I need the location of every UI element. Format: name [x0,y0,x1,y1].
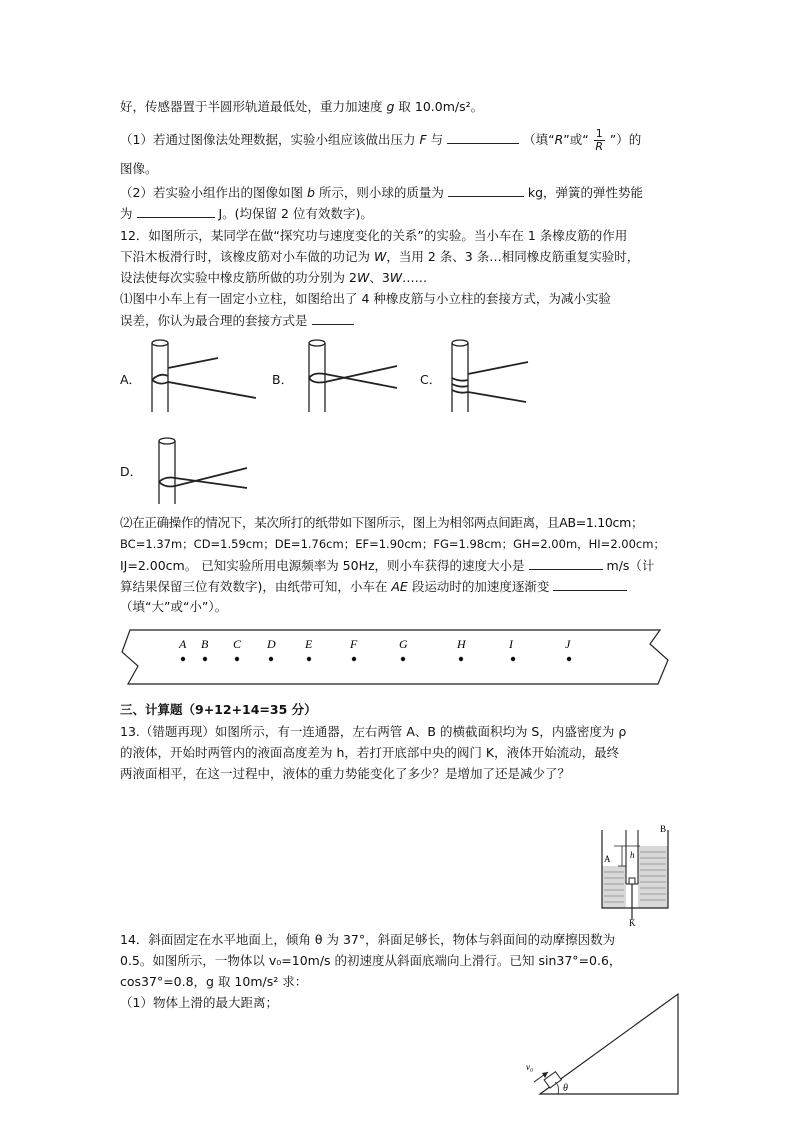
tape-point-a [181,657,185,661]
q14-line1: 14．斜面固定在水平地面上，倾角 θ 为 37°，斜面足够长，物体与斜面间的动摩擦因数为 [120,932,616,947]
option-c-figure [448,338,538,414]
answer-blank-q11-energy[interactable] [137,204,215,218]
q14-line3: cos37°=0.8，g 取 10m/s² 求： [120,974,308,989]
option-b-figure [305,338,405,414]
q12-p2-line5: （填“大”或“小”）。 [120,599,228,614]
fig-theta-label: θ [563,1083,568,1094]
paper-tape-figure [120,626,680,688]
option-a-label: A． [120,372,142,387]
tape-point-h [459,657,463,661]
q12-p2-line4: 算结果保留三位有效数字)，由纸带可知，小车在 AE 段运动时的加速度逐渐变 [120,577,627,596]
connected-vessel-figure [596,822,686,926]
one-over-r-fraction: $\frac{1}{R}$ [595,127,604,153]
option-a-band [148,338,258,414]
incline-figure [522,990,682,1100]
q11-part2-line2: 为 J。(均保留 2 位有效数字)。 [120,206,373,221]
option-d-figure [155,436,255,506]
tape-point-i [511,657,515,661]
answer-blank-q11-mass[interactable] [448,183,524,197]
tape-point-f [352,657,356,661]
tape-label-g: G [399,637,408,651]
tape-label-b: B [201,637,209,651]
g-symbol: g [386,99,395,114]
option-c-label: C． [420,372,442,387]
fig-k-label: K [629,918,636,928]
tape-label-a: A [179,637,187,651]
q12-p2-line1: ⑵在正确操作的情况下，某次所打的纸带如下图所示，图上为相邻两点间距离，且AB=1.10cm； [120,515,644,530]
fig-b-label: B [660,824,667,834]
q11-part1-line: （1）若通过图像法处理数据，实验小组应该做出压力 F 与 （填“R”或“ $\frac{1}{R}$ ”）的 [120,127,642,153]
tape-point-d [269,657,273,661]
q11-part1-line2: 图像。 [120,161,158,176]
q12-line5: 误差，你认为最合理的套接方式是 [120,311,354,330]
q11-part2-line: （2）若实验小组作出的图像如图 b 所示，则小球的质量为 kg，弹簧的弹性势能 [120,185,644,200]
q14-line4: （1）物体上滑的最大距离； [120,995,278,1010]
answer-blank-q12-speed[interactable] [529,556,603,570]
q13-line3: 两液面相平，在这一过程中，液体的重力势能变化了多少？是增加了还是减少了？ [120,766,571,781]
answer-blank-q11-1[interactable] [447,130,519,144]
tape-label-j: J [565,637,571,651]
option-b-label: B． [272,372,294,387]
section3-title: 三、计算题（9+12+14=35 分） [120,702,317,717]
q14-line2: 0.5。如图所示，一物体以 v₀=10m/s 的初速度从斜面底端向上滑行。已知 sin37°=0.6， [120,953,622,968]
fig-h-label: h [630,850,635,860]
tape-point-b [203,657,207,661]
q12-p2-line3: IJ=2.00cm。 已知实验所用电源频率为 50Hz，则小车获得的速度大小是 m/s（计 [120,558,655,573]
option-d-label: D． [120,464,143,479]
tape-point-j [567,657,571,661]
tape-point-g [401,657,405,661]
tape-label-i: I [509,637,513,651]
tape-point-e [307,657,311,661]
tape-label-c: C [233,637,242,651]
tape-label-d: D [267,637,276,651]
fig-a-label: A [604,854,611,864]
tape-label-e: E [305,637,313,651]
q12-line1: 12．如图所示，某同学在做“探究功与速度变化的关系”的实验。当小车在 1 条橡皮筋的作用 [120,228,628,243]
answer-blank-q12-1[interactable] [312,311,354,325]
q12-line3: 设法使每次实验中橡皮筋所做的功分别为 2W、3W…… [120,270,428,285]
fig-v0-label: v₀ [526,1062,534,1072]
tape-label-f: F [350,637,358,651]
tape-label-h: H [457,637,466,651]
q12-line2: 下沿木板滑行时，该橡皮筋对小车做的功记为 W，当用 2 条、3 条…相同橡皮筋重复实验时， [120,249,640,264]
q12-p2-line2: BC=1.37m；CD=1.59cm；DE=1.76cm；EF=1.90cm；FG=1.98cm；GH=2.00m，HI=2.00cm； [120,537,665,551]
q13-line2: 的液体，开始时两管内的液面高度差为 h，若打开底部中央的阀门 K，液体开始流动，最终 [120,745,620,760]
answer-blank-q12-accel[interactable] [553,577,627,591]
q13-line1: 13.（错题再现）如图所示，有一连通器，左右两管 A、B 的横截面积均为 S，内盛密度为 ρ [120,724,627,739]
q12-line4: ⑴图中小车上有一固定小立柱，如图给出了 4 种橡皮筋与小立柱的套接方式，为减小实验 [120,291,611,306]
tape-point-c [235,657,239,661]
q11-intro-line: 好，传感器置于半圆形轨道最低处，重力加速度 g 取 10.0m/s²。 [120,99,484,114]
